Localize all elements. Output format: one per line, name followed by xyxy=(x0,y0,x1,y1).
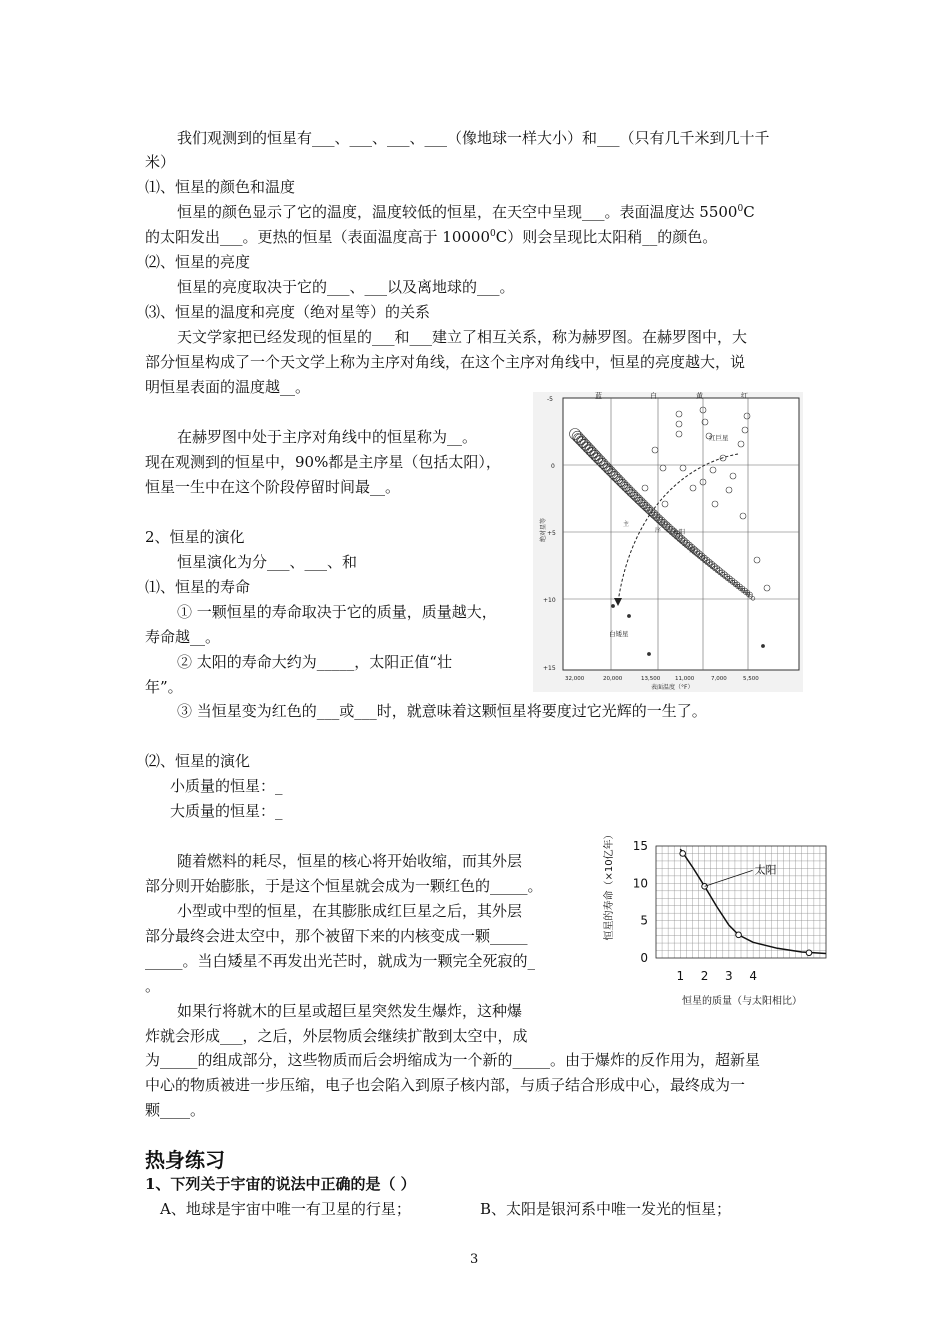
lifetime-chart-y-label: 恒星的寿命（×10亿年） xyxy=(604,829,615,941)
hr-label-main-seq: 序 xyxy=(655,527,662,534)
intro-line-2: 米） xyxy=(145,153,176,171)
section-evolution: 2、恒星的演化 xyxy=(145,528,245,546)
hr-label-white-dwarf: 白矮星 xyxy=(609,630,629,638)
hr-label-main-seq: 星 xyxy=(689,547,696,554)
hr-label-main-seq: 主 xyxy=(623,521,630,528)
sun-annotation-leader xyxy=(705,870,753,886)
supernova-line-2: 炸就会形成___，之后，外层物质会继续扩散到太空中，成 xyxy=(145,1027,528,1045)
superscript: 0 xyxy=(490,229,496,239)
hr-label-sun: 太阳 xyxy=(673,529,686,536)
text-run: C xyxy=(743,203,755,221)
hr-y-tick: +5 xyxy=(547,530,556,537)
lifetime-item-2-line-2: 年”。 xyxy=(145,678,183,696)
red-giant-line-2: 部分则开始膨胀，于是这个恒星就会成为一颗红色的_____。 xyxy=(145,877,543,895)
white-dwarf-line-1: 小型或中型的恒星，在其膨胀成红巨星之后，其外层 xyxy=(177,902,523,920)
text-run: C）则会呈现比太阳稍__的颜色。 xyxy=(495,228,718,246)
color-paragraph-line-2 xyxy=(145,227,717,247)
section-temp-brightness: ⑶、恒星的温度和亮度（绝对星等）的关系 xyxy=(145,303,431,321)
hr-x-tick: 13,500 xyxy=(641,676,661,682)
question-1: 1、下列关于宇宙的说法中正确的是（ ） xyxy=(145,1175,416,1193)
main-seq-line-1: 在赫罗图中处于主序对角线中的恒星称为__。 xyxy=(177,428,478,446)
section-color-temperature: ⑴、恒星的颜色和温度 xyxy=(145,178,296,196)
lifetime-item-2-line-1: ② 太阳的寿命大约为_____，太阳正值“壮 xyxy=(177,653,452,671)
lifetime-item-1-line-1: ① 一颗恒星的寿命取决于它的质量，质量越大， xyxy=(177,603,497,621)
color-paragraph-line-1 xyxy=(177,202,755,222)
hr-label-red-giant: 红巨星 xyxy=(709,434,729,442)
hr-x-tick: 20,000 xyxy=(603,676,623,682)
lifetime-points xyxy=(680,851,812,956)
hr-color-label: 黄 xyxy=(696,392,703,400)
hr-y-tick: -5 xyxy=(547,396,553,403)
lifetime-chart-x-label: 恒星的质量（与太阳相比） xyxy=(682,996,802,1007)
lifetime-y-tick: 5 xyxy=(640,913,648,928)
lifetime-y-tick: 10 xyxy=(632,876,648,891)
hr-y-tick: 0 xyxy=(551,463,555,470)
lifetime-x-tick: 3 xyxy=(725,969,733,983)
lifetime-item-1-line-2: 寿命越__。 xyxy=(145,628,221,646)
small-mass-star: 小质量的恒星：_ xyxy=(170,777,283,795)
hr-white-dwarf-star xyxy=(761,644,764,647)
lifetime-x-tick: 2 xyxy=(700,969,709,983)
superscript: 0 xyxy=(737,204,744,214)
hr-x-tick: 5,500 xyxy=(743,676,759,682)
supernova-line-5: 颗____。 xyxy=(145,1101,206,1119)
lifetime-chart xyxy=(598,760,828,1010)
option-b: B、太阳是银河系中唯一发光的恒星； xyxy=(480,1200,732,1218)
lifetime-chart-grid xyxy=(656,846,826,958)
hr-color-label: 白 xyxy=(650,392,657,400)
section-lifetime: ⑴、恒星的寿命 xyxy=(145,578,251,596)
lifetime-x-tick: 4 xyxy=(749,969,757,983)
option-a: A、地球是宇宙中唯一有卫星的行星； xyxy=(160,1200,411,1218)
text-run: 恒星的颜色显示了它的温度，温度较低的恒星，在天空中呈现___。表面温度达 5500 xyxy=(177,203,738,221)
hr-white-dwarf-star xyxy=(611,604,614,607)
lifetime-data-point xyxy=(806,950,812,956)
lifetime-data-point xyxy=(680,851,686,857)
white-dwarf-line-4: 。 xyxy=(145,977,161,995)
hr-x-tick: 11,000 xyxy=(675,676,695,682)
brightness-paragraph: 恒星的亮度取决于它的___、___以及离地球的___。 xyxy=(177,278,515,296)
exercise-heading: 热身练习 xyxy=(145,1148,225,1172)
lifetime-data-point xyxy=(736,932,742,938)
hr-y-tick: +10 xyxy=(543,597,556,604)
hr-white-dwarf-star xyxy=(647,652,650,655)
hr-white-dwarf-star xyxy=(627,614,630,617)
hr-paragraph-line-3: 明恒星表面的温度越__。 xyxy=(145,378,311,396)
lifetime-item-3: ③ 当恒星变为红色的___或___时，就意味着这颗恒星将要度过它光辉的一生了。 xyxy=(177,702,707,720)
supernova-line-4: 中心的物质被进一步压缩，电子也会陷入到原子核内部，与质子结合形成中心，最终成为一 xyxy=(145,1076,746,1094)
text-run: 的太阳发出___。更热的恒星（表面温度高于 10000 xyxy=(145,228,490,246)
hr-y-tick: +15 xyxy=(543,665,556,672)
hr-x-axis-label: 表面温度（°F） xyxy=(651,684,694,691)
lifetime-data-point xyxy=(702,884,708,890)
section-brightness: ⑵、恒星的亮度 xyxy=(145,253,251,271)
lifetime-x-tick: 1 xyxy=(676,969,685,983)
hr-paragraph-line-2: 部分恒星构成了一个天文学上称为主序对角线，在这个主序对角线中，恒星的亮度越大，说 xyxy=(145,353,746,371)
page-number: 3 xyxy=(470,1252,479,1267)
hr-x-tick: 7,000 xyxy=(711,676,727,682)
section-star-evolution: ⑵、恒星的演化 xyxy=(145,752,251,770)
hr-paragraph-line-1: 天文学家把已经发现的恒星的___和___建立了相互关系，称为赫罗图。在赫罗图中，大 xyxy=(177,328,748,346)
white-dwarf-line-3: _____。当白矮星不再发出光芒时，就成为一颗完全死寂的_ xyxy=(145,952,536,970)
main-seq-line-2: 现在观测到的恒星中，90%都是主序星（包括太阳）， xyxy=(145,453,501,471)
white-dwarf-line-2: 部分最终会进太空中，那个被留下来的内核变成一颗_____ xyxy=(145,927,528,945)
main-seq-line-3: 恒星一生中在这个阶段停留时间最__。 xyxy=(145,478,401,496)
hr-color-label: 红 xyxy=(741,392,748,400)
evolution-stages: 恒星演化为分___、___、和 xyxy=(177,553,358,571)
hr-diagram xyxy=(533,392,803,692)
intro-line-1: 我们观测到的恒星有___、___、___、___（像地球一样大小）和___（只有几千米到几十千 xyxy=(177,129,770,147)
sun-annotation: 太阳 xyxy=(754,863,777,877)
hr-x-tick: 32,000 xyxy=(565,676,585,682)
hr-y-axis-label: 绝对星等 xyxy=(540,517,547,542)
red-giant-line-1: 随着燃料的耗尽，恒星的核心将开始收缩，而其外层 xyxy=(177,852,523,870)
supernova-line-3: 为_____的组成部分，这些物质而后会坍缩成为一个新的_____。由于爆炸的反作用为，超新星 xyxy=(145,1051,761,1069)
large-mass-star: 大质量的恒星：_ xyxy=(170,802,283,820)
lifetime-y-tick: 15 xyxy=(632,839,648,853)
lifetime-chart-ticks xyxy=(633,839,757,983)
supernova-line-1: 如果行将就木的巨星或超巨星突然发生爆炸，这种爆 xyxy=(177,1002,523,1020)
lifetime-y-tick: 0 xyxy=(640,951,648,965)
hr-color-label: 蓝 xyxy=(595,392,602,400)
